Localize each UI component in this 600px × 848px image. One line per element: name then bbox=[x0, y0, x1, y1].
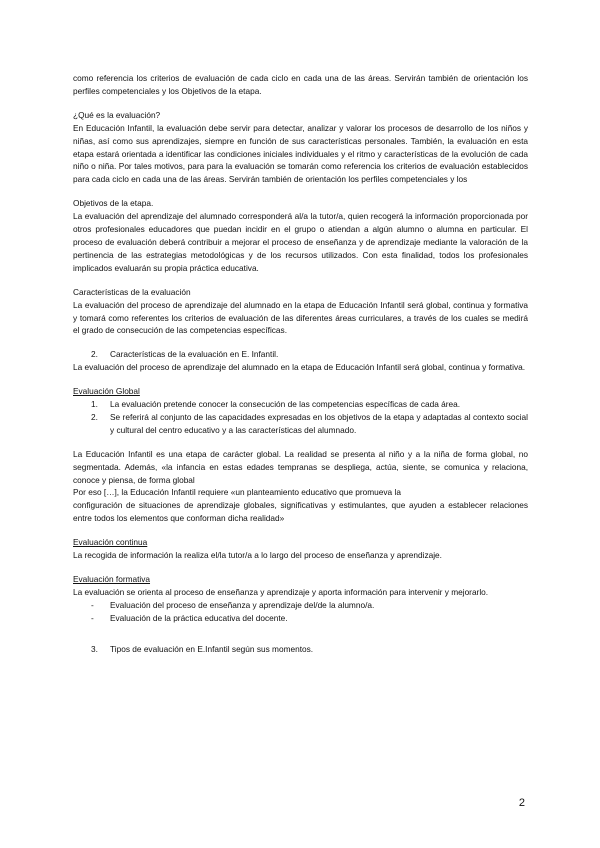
eval-formativa-list bbox=[73, 599, 528, 625]
eval-global-paragraph-2-line-1: Por eso […], la Educación Infantil requiere «un planteamiento educativo que promueva la bbox=[73, 487, 401, 498]
list-item-text: Evaluación del proceso de enseñanza y aprendizaje del/de la alumno/a. bbox=[110, 599, 375, 610]
section-3-item bbox=[73, 643, 528, 656]
section-3-title: Tipos de evaluación en E.Infantil según sus momentos. bbox=[110, 643, 314, 654]
q-eval-heading: ¿Qué es la evaluación? bbox=[73, 109, 161, 120]
list-item-text: La evaluación pretende conocer la consecución de las competencias específicas de cada área. bbox=[110, 399, 461, 410]
section-2-number: 2. bbox=[91, 349, 98, 360]
list-item-number: 2. bbox=[91, 411, 98, 422]
eval-global-paragraph-1: La Educación Infantil es una etapa de carácter global. La realidad se presenta al niño y a la niña de forma global, no segmentada. Además, «la infancia en estas edades tempranas se despliega, actúa, siente, se comunica y relaciona, conoce y piensa, de forma global bbox=[73, 448, 528, 485]
list-item bbox=[73, 398, 528, 411]
q-eval-body: En Educación Infantil, la evaluación debe servir para detectar, analizar y valorar los procesos de desarrollo de los niños y niñas, así como sus aprendizajes, siempre en función de sus características personales. También, la evaluación en esta etapa estará orientada a identificar las condiciones iniciales individuales y el ritmo y características de la evolución de cada niño o niña. Por tales motivos, para para la evaluación se tomarán como referencia los criterios de evaluación establecidos para cada ciclo en cada una de las áreas. Servirán también de orientación los perfiles competenciales y los bbox=[73, 122, 528, 185]
section-3-heading bbox=[73, 643, 528, 656]
section-2-item bbox=[73, 348, 528, 361]
section-2-title: Características de la evaluación en E. Infantil. bbox=[110, 349, 279, 360]
list-item-number: 1. bbox=[91, 399, 98, 410]
caracteristicas-heading: Características de la evaluación bbox=[73, 286, 191, 297]
section-2-body: La evaluación del proceso de aprendizaje del alumnado en la etapa de Educación Infantil será global, continua y formativa. bbox=[73, 362, 526, 373]
list-item bbox=[73, 411, 528, 437]
eval-continua-body: La recogida de información la realiza el/la tutor/a a lo largo del proceso de enseñanza y aprendizaje. bbox=[73, 550, 442, 561]
intro-paragraph: como referencia los criterios de evaluación de cada ciclo en cada una de las áreas. Servirán también de orientación los perfiles competenciales y los Objetivos de la etapa. bbox=[73, 73, 528, 96]
list-item bbox=[73, 612, 528, 625]
section-3-number: 3. bbox=[91, 643, 98, 654]
list-item-text: Se referirá al conjunto de las capacidades expresadas en los objetivos de la etapa y adaptadas al contexto social y cultural del centro educativo y a las características del alumnado. bbox=[110, 411, 528, 435]
list-item bbox=[73, 599, 528, 612]
eval-formativa-heading: Evaluación formativa bbox=[73, 574, 151, 584]
caracteristicas-body: La evaluación del proceso de aprendizaje del alumnado en la etapa de Educación Infantil será global, continua y formativa y tomará como referentes los criterios de evaluación de las diferentes áreas curriculares, a través de los cuales se medirá el grado de consecución de las competencias específicas. bbox=[73, 299, 528, 336]
eval-global-list bbox=[73, 398, 528, 437]
dash-bullet: - bbox=[91, 599, 94, 610]
list-item-text: Evaluación de la práctica educativa del docente. bbox=[110, 612, 288, 623]
objetivos-body: La evaluación del aprendizaje del alumnado corresponderá al/a la tutor/a, quien recogerá la información proporcionada por otros profesionales educadores que puedan incidir en el grupo o atiendan a algún alumno o alumna en particular. El proceso de evaluación deberá contribuir a mejorar el proceso de enseñanza y de aprendizaje mediante la valoración de la pertinencia de las estrategias metodológicas y de los recursos utilizados. Con esta finalidad, todos los profesionales implicados evaluarán su propia práctica educativa. bbox=[73, 211, 528, 273]
page-content bbox=[73, 72, 528, 656]
page-number: 2 bbox=[518, 797, 525, 809]
eval-continua-heading: Evaluación continua bbox=[73, 537, 148, 548]
dash-bullet: - bbox=[91, 612, 94, 623]
eval-global-paragraph-2: configuración de situaciones de aprendizaje globales, significativas y estimulantes, que ayuden a establecer relaciones entre todos los elementos que conforman dicha realidad» bbox=[73, 500, 528, 524]
eval-formativa-body: La evaluación se orienta al proceso de enseñanza y aprendizaje y aporta información para intervenir y mejorarlo. bbox=[73, 586, 489, 597]
eval-global-heading: Evaluación Global bbox=[73, 386, 140, 397]
objetivos-heading: Objetivos de la etapa. bbox=[73, 198, 154, 209]
section-2-heading bbox=[73, 348, 528, 361]
